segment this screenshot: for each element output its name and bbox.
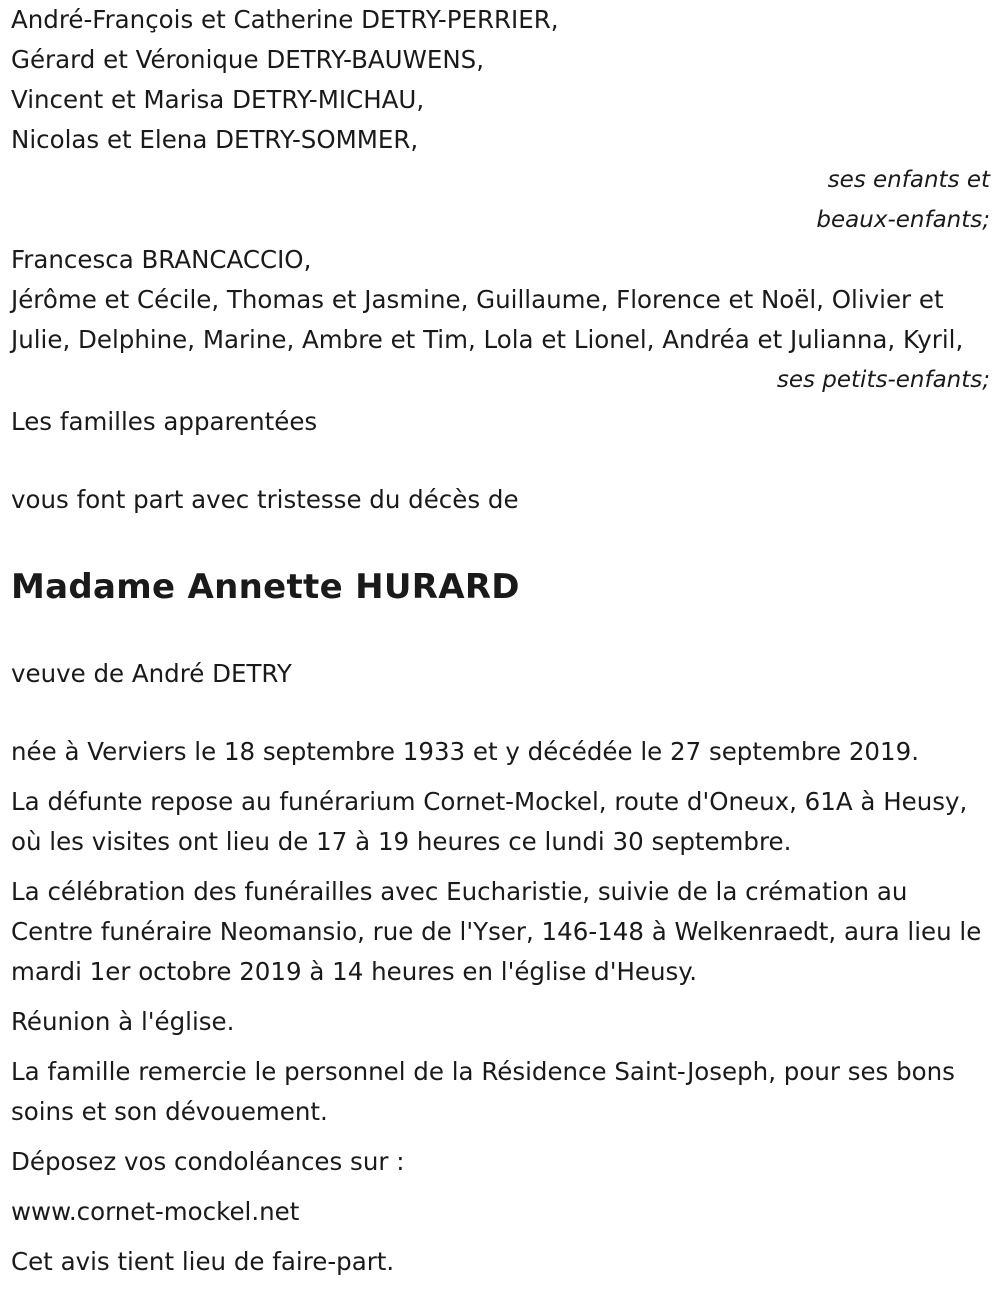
closing-line: Cet avis tient lieu de faire-part. [11,1247,395,1276]
grandchildren-list: Jérôme et Cécile, Thomas et Jasmine, Guillaume, Florence et Noël, Olivier et Julie, Delphine, Marine, Ambre et Tim, Lola et Lionel, Andréa et Julianna, Kyril, [11,285,964,354]
children-label-2: beaux-enfants; [816,207,990,233]
repose-paragraph: La défunte repose au funérarium Cornet-Mockel, route d'Oneux, 61A à Heusy, où les visites ont lieu de 17 à 19 heures ce lundi 30 septembre. [11,787,968,856]
widow-of-line: veuve de André DETRY [11,659,292,688]
children-label-1: ses enfants et [827,167,990,193]
child-line-1: André-François et Catherine DETRY-PERRIER, [11,5,559,34]
obituary-notice [11,0,991,1282]
website-link[interactable]: www.cornet-mockel.net [11,1197,300,1226]
birth-death-line: née à Verviers le 18 septembre 1933 et y décédée le 27 septembre 2019. [11,737,919,766]
thanks-paragraph: La famille remercie le personnel de la Résidence Saint-Joseph, pour ses bons soins et son dévouement. [11,1057,955,1126]
child-line-3: Vincent et Marisa DETRY-MICHAU, [11,85,425,114]
grandchild-line-1: Francesca BRANCACCIO, [11,245,312,274]
reunion-line: Réunion à l'église. [11,1007,235,1036]
families-line: Les familles apparentées [11,407,318,436]
celebration-paragraph: La célébration des funérailles avec Eucharistie, suivie de la crémation au Centre funéraire Neomansio, rue de l'Yser, 146-148 à Welkenraedt, aura lieu le mardi 1er octobre 2019 à 14 heures en l'église d'Heusy. [11,877,982,986]
condolences-intro: Déposez vos condoléances sur : [11,1147,405,1176]
deceased-name: Madame Annette HURARD [11,567,520,607]
child-line-4: Nicolas et Elena DETRY-SOMMER, [11,125,419,154]
grandchildren-label: ses petits-enfants; [776,367,990,393]
child-line-2: Gérard et Véronique DETRY-BAUWENS, [11,45,484,74]
announce-line: vous font part avec tristesse du décès de [11,485,519,514]
